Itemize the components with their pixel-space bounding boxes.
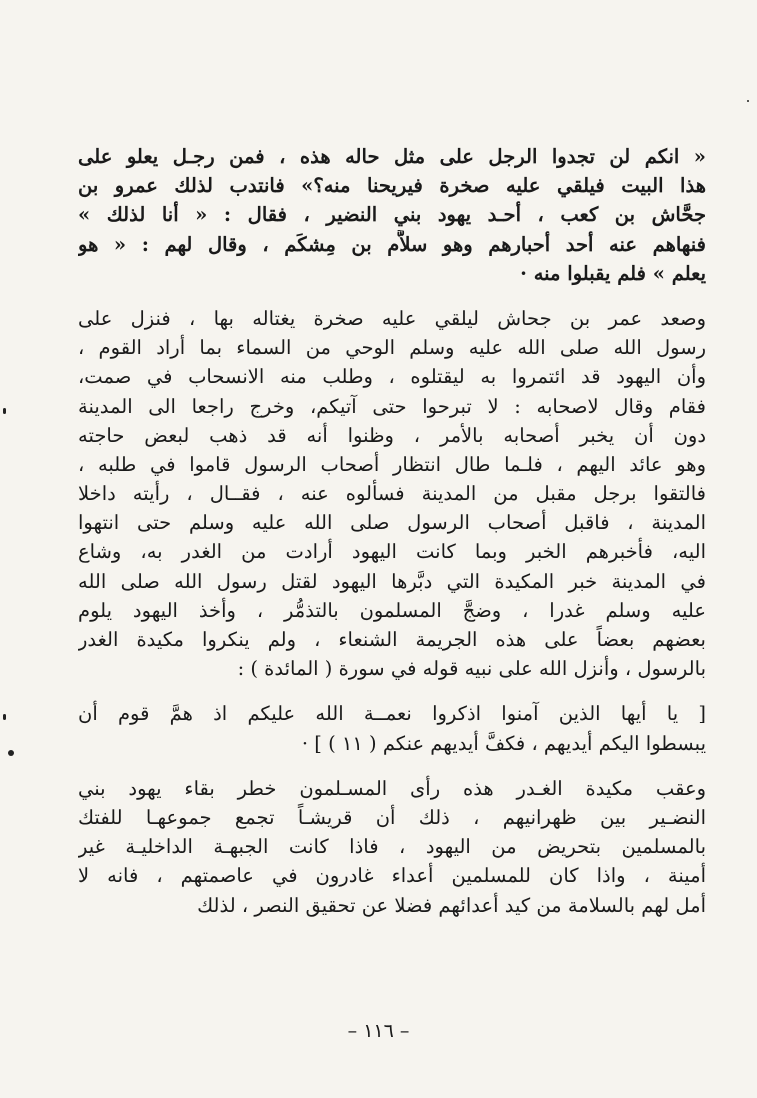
text-line: في المدينة خبر المكيدة التي دبَّرها اليهود لقتل رسول الله صلى الله <box>78 569 706 593</box>
text-line: هذا البيت فيلقي عليه صخرة فيريحنا منه؟» فانتدب لذلك عمرو بن <box>78 174 706 198</box>
text-line: بالمسلمين بتحريض من اليهود ، فاذا كانت الجبهـة الداخليـة غير <box>78 835 706 859</box>
paragraph <box>78 304 706 683</box>
margin-dot <box>3 408 6 414</box>
text-line: [ يا أيها الذين آمنوا اذكروا نعمــة الله عليكم اذ همَّ قوم أن <box>78 702 706 726</box>
text-line: « انكم لن تجدوا الرجل على مثل حاله هذه ، فمن رجـل يعلو على <box>78 145 706 168</box>
paragraph <box>78 142 706 288</box>
margin-dot <box>3 714 6 720</box>
text-line: فقام وقال لاصحابه : لا تبرحوا حتى آتيكم، وخرج راجعا الى المدينة <box>78 394 706 418</box>
text-line: بالرسول ، وأنزل الله على نبيه قوله في سورة ( المائدة ) : <box>237 657 706 681</box>
page-body <box>78 142 706 936</box>
page-number: – ١١٦ – <box>347 1020 410 1042</box>
quran-verse <box>78 699 706 757</box>
text-line: اليه، فأخبرهم الخبر وبما كانت اليهود أرادت من الغدر به، وشاع <box>78 540 706 564</box>
margin-dot <box>747 100 749 102</box>
text-line: فالتقوا برجل مقبل من المدينة فسألوه عنه ، فقــال ، رأيته داخلا <box>78 482 706 506</box>
text-line: يبسطوا اليكم أيديهم ، فكفَّ أيديهم عنكم ( ١١ ) ] · <box>301 731 706 755</box>
text-line: بعضهم بعضاً على هذه الجريمة الشنعاء ، ولم ينكروا مكيدة الغدر <box>78 628 706 651</box>
text-line: وعقب مكيدة الغـدر هذه رأى المسـلمون خطر بقاء يهود بني <box>78 776 706 800</box>
text-line: عليه وسلم غدرا ، وضجَّ المسلمون بالتذمُّر ، وأخذ اليهود يلوم <box>78 598 706 622</box>
text-line: وهو عائد اليهم ، فلـما طال انتظار أصحاب الرسول قاموا في طلبه ، <box>78 452 706 476</box>
margin-dot <box>8 750 14 756</box>
text-line: النضـير بين ظهرانيهم ، ذلك أن قريشـاً تجمع جموعهـا للفتك <box>78 805 706 829</box>
text-line: وصعد عمر بن جحاش ليلقي عليه صخرة يغتاله بها ، فنزل على <box>78 306 706 330</box>
paragraph <box>78 774 706 920</box>
text-line: جحَّاش بن كعب ، أحـد يهود بني النضير ، فقال : « أنا لذلك » <box>78 203 706 227</box>
text-line: يعلم » فلم يقبلوا منه · <box>520 261 706 285</box>
text-line: رسول الله صلى الله عليه وسلم الوحي من السماء بما أراد القوم ، <box>78 336 706 360</box>
text-line: وأن اليهود قد ائتمروا به ليقتلوه ، وطلب منه الانسحاب في صمت، <box>78 365 706 389</box>
text-line: دون أن يخبر أصحابه بالأمر ، وظنوا أنه قد ذهب لبعض حاجته <box>78 423 706 447</box>
text-line: أمل لهم بالسلامة من كيد أعدائهم فضلا عن تحقيق النصر ، لذلك <box>197 893 706 917</box>
text-line: فنهاهم عنه أحد أحبارهم وهو سلاَّم بن مِشكَم ، وقال لهم : « هو <box>78 232 706 256</box>
text-line: المدينة ، فاقبل أصحاب الرسول صلى الله عليه وسلم حتى انتهوا <box>78 511 706 535</box>
text-line: أمينة ، واذا كان للمسلمين أعداء غادرون في عاصمتهم ، فانه لا <box>78 864 706 888</box>
